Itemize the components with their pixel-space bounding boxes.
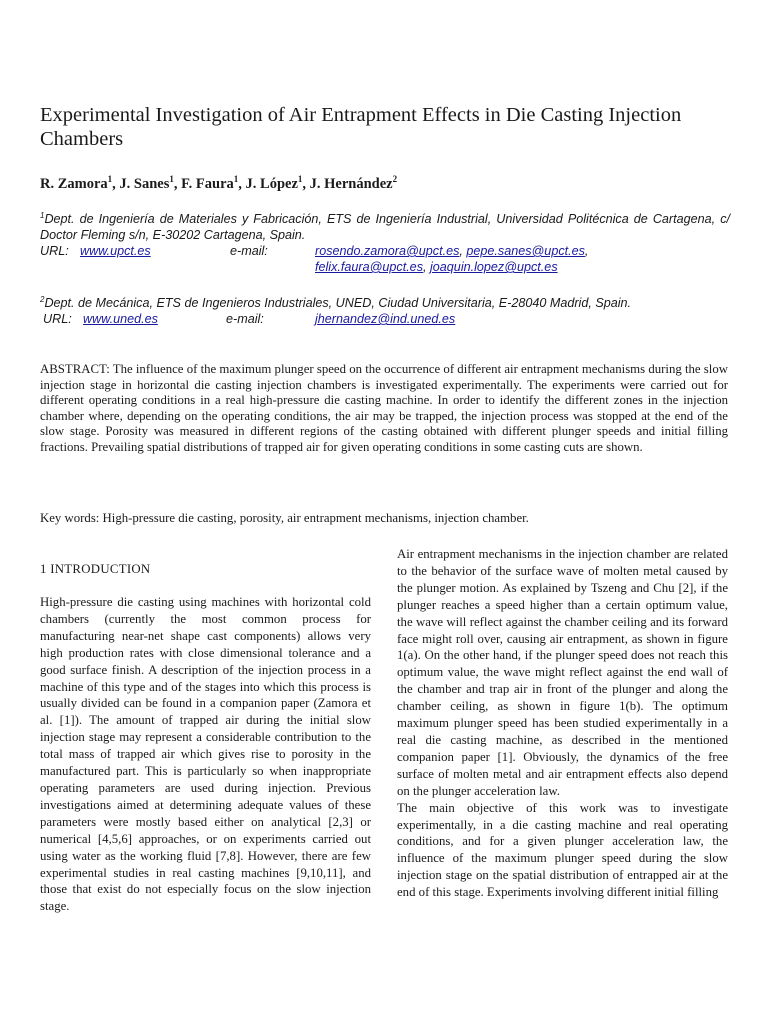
- email-link[interactable]: joaquin.lopez@upct.es: [430, 260, 558, 274]
- abstract: ABSTRACT: The influence of the maximum plunger speed on the occurrence of different air entrapment mechanisms during the slow injection stage in horizontal die casting injection chambers is investigated experimentally. The experiments were carried out for different operating conditions in a real high-pressure die casting machine. In order to identify the different zones in the injection chamber where, depending on the operating conditions, the air may be trapped, the injection process was stopped at the end of the slow stage. Porosity was measured in different regions of the casting obtained with different plunger speeds and initial filling fractions. Prevailing spatial distributions of trapped air for given operating conditions in some casting cuts are shown.: [40, 362, 728, 454]
- section-heading: 1 INTRODUCTION: [40, 562, 151, 576]
- author-list: [40, 174, 397, 193]
- email-list: rosendo.zamora@upct.es, pepe.sanes@upct.es,: [315, 244, 589, 258]
- email-link[interactable]: jhernandez@ind.uned.es: [315, 312, 456, 326]
- paragraph: Air entrapment mechanisms in the injection chamber are related to the behavior of the surface wave of molten metal caused by the plunger motion. As explained by Tszeng and Chu [2], if the plunger reaches a speed higher than a certain optimum value, the wave will reflect against the chamber ceiling and its forward face might roll over, causing air entrapment, as shown in figure 1(a). On the other hand, if the plunger speed does not reach this optimum value, the wave might reflect against the end wall of the chamber and trap air in front of the plunger and along the chamber ceiling, as shown in figure 1(b). The optimum maximum plunger speed has been studied experimentally in a real die casting machine, as described in the mentioned companion paper [1]. Obviously, the dynamics of the free surface of molten metal and air entrapment effects also depend on the plunger acceleration law.: [397, 547, 728, 798]
- author: J. Hernández$^2$: [309, 174, 398, 192]
- author: F. Faura$^1$,: [181, 174, 246, 192]
- email-link[interactable]: rosendo.zamora@upct.es: [315, 244, 460, 258]
- email-list: felix.faura@upct.es, joaquin.lopez@upct.es: [315, 260, 558, 274]
- right-column: [397, 546, 728, 901]
- email-link[interactable]: pepe.sanes@upct.es: [466, 244, 585, 258]
- paragraph: The main objective of this work was to investigate experimentally, in a die casting machine and real operating conditions, and for a given plunger acceleration law, the influence of the maximum plunger speed during the slow injection stage on the spatial distribution of entrapped air at the end of this stage. Experiments involving different initial filling: [397, 800, 728, 900]
- affiliation-2: $^2$Dept. de Mecánica, ETS de Ingenieros Industriales, UNED, Ciudad Universitaria, E-28040 Madrid, Spain. URL: www.uned.es e-mail: jhernandez@ind.uned.es: [40, 295, 632, 326]
- affiliation-1: $^1$Dept. de Ingeniería de Materiales y Fabricación, ETS de Ingeniería Industrial, Universidad Politécnica de Cartagena, c/ Doctor Fleming s/n, E-30202 Cartagena, Spain. URL: www.upct.es e-mail: rosendo.zamora@upct.es, pepe.sanes@upct.es, felix.faura@upct.es, joaquin.lopez@upct.es: [40, 211, 730, 274]
- url-link[interactable]: www.upct.es: [80, 244, 151, 258]
- author: R. Zamora$^1$,: [40, 174, 120, 192]
- author: J. López$^1$,: [245, 174, 310, 192]
- email-link[interactable]: felix.faura@upct.es: [315, 260, 423, 274]
- paragraph: High-pressure die casting using machines with horizontal cold chambers (currently the most common process for manufacturing near-net shape cast components) allows very high production rates with close dimensional tolerance and a good surface finish. A description of the injection process in a machine of this type and of the stages into which this process is usually divided can be found in a companion paper (Zamora et al. [1]). The amount of trapped air during the initial slow injection stage may represent a considerable contribution to the total mass of trapped air which gives rise to porosity in the manufactured part. This is particularly so when inappropriate operating parameters are used during injection. Previous investigations aimed at determining adequate values of these parameters were mostly based either on analytical [2,3] or numerical [4,5,6] approaches, or on experiments carried out using water as the working fluid [7,8]. However, there are few experimental studies in real casting machines [9,10,11], and those that exist do not especially focus on the slow injection stage.: [40, 595, 371, 914]
- left-column: [40, 594, 371, 915]
- keywords: Key words: High-pressure die casting, porosity, air entrapment mechanisms, injection chamber.: [40, 511, 529, 525]
- url-link[interactable]: www.uned.es: [83, 312, 158, 326]
- paper-title: Experimental Investigation of Air Entrapment Effects in Die Casting Injection Chambers: [40, 104, 682, 150]
- author: J. Sanes$^1$,: [119, 174, 182, 192]
